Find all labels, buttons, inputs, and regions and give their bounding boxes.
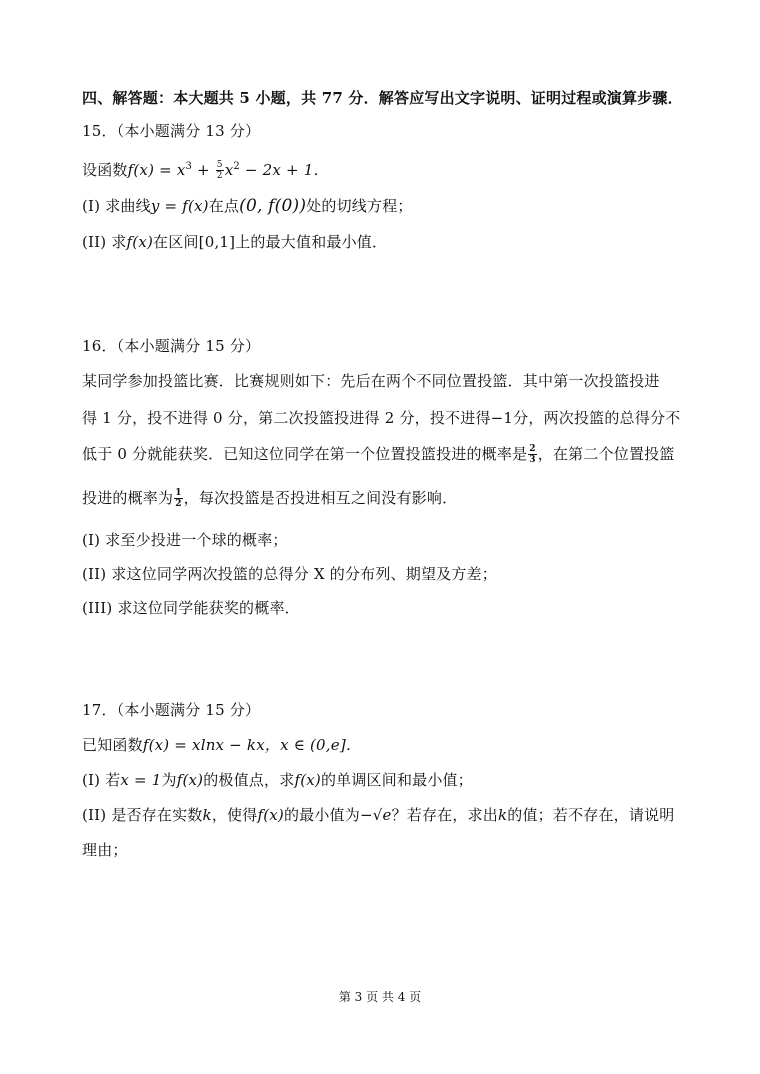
q17-part1-end: 的单调区间和最小值； xyxy=(320,771,473,789)
q15-stem-fx: f(x) = x xyxy=(127,161,186,179)
q16-header: 16．（本小题满分 15 分） xyxy=(82,337,261,355)
q16-line4-frac-den: 2 xyxy=(175,498,182,509)
q17-part1-cond: x = 1 xyxy=(120,771,162,789)
q17-part2-end: 的值；若不存在，请说明 xyxy=(507,806,675,824)
page-footer: 第 3 页 共 4 页 xyxy=(338,990,422,1004)
q17-stem-domain: ，x ∈ (0,e]． xyxy=(264,736,362,754)
q15-part1-mid: 在点 xyxy=(208,197,240,215)
q15-stem-fraction xyxy=(216,160,224,181)
q15-stem-rest: − 2x + 1． xyxy=(239,161,329,179)
q15-part2-label: (II) 求 xyxy=(82,233,127,251)
q16-line3-fraction xyxy=(528,444,536,465)
q15-part2-expr: f(x) xyxy=(126,233,154,251)
q16-line4-prefix: 投进的概率为 xyxy=(82,489,174,507)
q15-frac-num: 5 xyxy=(216,159,223,170)
q16-line4 xyxy=(82,488,457,510)
q15-stem-exp1: 3 xyxy=(185,161,193,172)
q15-part1-point: (0, f(0)) xyxy=(239,196,307,216)
q15-part1 xyxy=(82,196,413,216)
q16-line4-suffix: ，每次投篮是否投进相互之间没有影响． xyxy=(183,489,458,507)
q16-line1: 某同学参加投篮比赛．比赛规则如下：先后在两个不同位置投篮．其中第一次投篮投进 xyxy=(82,372,660,390)
q17-stem-prefix: 已知函数 xyxy=(82,736,143,754)
q17-part2-k2: k xyxy=(497,806,508,824)
q17-part2-val: −√e xyxy=(359,806,392,824)
q16-line4-fraction xyxy=(174,488,182,509)
q15-stem-x2: x xyxy=(224,161,234,179)
q16-line4-frac-num: 1 xyxy=(175,487,182,498)
q17-part1-fx: f(x) xyxy=(176,771,204,789)
q16-line3-frac-den: 3 xyxy=(529,454,536,465)
q15-header: 15．（本小题满分 13 分） xyxy=(82,122,261,140)
q17-part1-mid2: 的极值点，求 xyxy=(203,771,295,789)
q17-part2-mid: ，使得 xyxy=(211,806,258,824)
q15-part1-label: (I) 求曲线 xyxy=(82,197,151,215)
q17-part2 xyxy=(82,805,674,825)
q17-part1-mid: 为 xyxy=(161,771,177,789)
q17-part2-mid2: 的最小值为 xyxy=(283,806,360,824)
q16-part1: (I) 求至少投进一个球的概率； xyxy=(82,531,288,549)
q17-part2-k: k xyxy=(202,806,212,824)
q15-stem-plus: + xyxy=(192,161,215,179)
q16-line3 xyxy=(82,444,675,466)
q17-part1 xyxy=(82,770,473,790)
q17-part1-label: (I) 若 xyxy=(82,771,121,789)
q17-stem-expr: f(x) = xlnx − kx xyxy=(142,736,265,754)
q15-frac-den: 2 xyxy=(216,170,223,181)
q16-part2: (II) 求这位同学两次投篮的总得分 X 的分布列、期望及方差； xyxy=(82,565,497,583)
q15-stem xyxy=(82,160,329,182)
q16-line3-prefix: 低于 0 分就能获奖．已知这位同学在第一个位置投篮投进的概率是 xyxy=(82,445,528,463)
q15-part2-mid: 在区间[0,1]上的最大值和最小值． xyxy=(153,233,388,251)
section-heading: 四、解答题：本大题共 5 小题，共 77 分．解答应写出文字说明、证明过程或演算步骤． xyxy=(82,89,683,107)
q17-part2-label: (II) 是否存在实数 xyxy=(82,806,203,824)
q17-part2-mid3: ？若存在，求出 xyxy=(391,806,498,824)
q16-part3: (III) 求这位同学能获奖的概率． xyxy=(82,599,300,617)
q15-stem-prefix: 设函数 xyxy=(82,161,128,179)
q16-line2: 得 1 分，投不进得 0 分，第二次投篮投进得 2 分，投不进得−1分，两次投篮的总得分不 xyxy=(82,409,681,427)
q15-part1-end: 处的切线方程； xyxy=(306,197,413,215)
q17-part2-fx: f(x) xyxy=(257,806,284,824)
q17-part1-fx2: f(x) xyxy=(294,771,321,789)
q15-part2 xyxy=(82,232,387,252)
q15-part1-expr: y = f(x) xyxy=(150,197,209,215)
q15-stem-exp2: 2 xyxy=(233,161,240,172)
q16-line3-frac-num: 2 xyxy=(529,443,536,454)
q16-line3-suffix: ，在第二个位置投篮 xyxy=(537,445,675,463)
q17-header: 17．（本小题满分 15 分） xyxy=(82,701,261,719)
q17-part2-cont: 理由； xyxy=(82,841,128,859)
q17-stem xyxy=(82,735,361,755)
